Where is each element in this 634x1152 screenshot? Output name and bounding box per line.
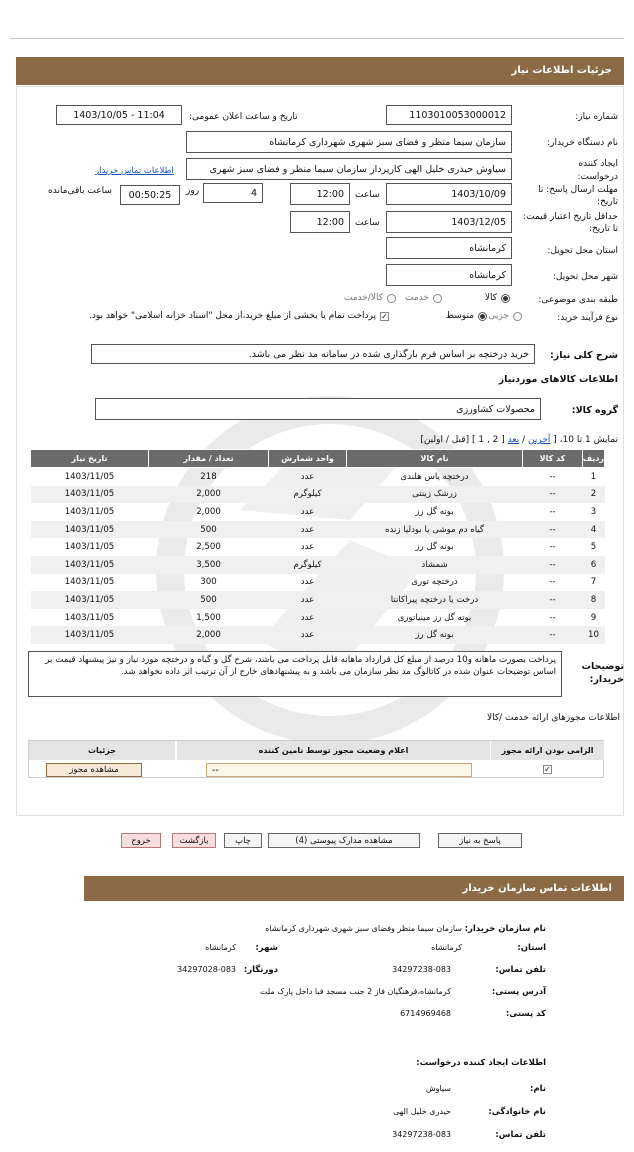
table-cell: عدد bbox=[300, 471, 315, 482]
creator-name-label: نام: bbox=[529, 1084, 546, 1094]
table-cell: 5 bbox=[590, 542, 597, 553]
contact-postal-value: 6714969468 bbox=[400, 1009, 451, 1018]
table-cell: -- bbox=[549, 577, 556, 588]
table-cell: 1403/11/05 bbox=[64, 506, 115, 517]
contact-phone-value: 34297238-083 bbox=[392, 965, 451, 974]
table-cell: بوته گل رز مینیاتوری bbox=[397, 612, 472, 623]
table-row[interactable] bbox=[31, 626, 605, 644]
deadline-label: مهلت ارسال پاسخ: تا تاریخ: bbox=[538, 185, 618, 207]
table-cell: -- bbox=[549, 542, 556, 553]
table-cell: 1 bbox=[590, 471, 597, 482]
buyer-org-field: سازمان سیما منظر و فضای سبز شهری شهرداری کرمانشاه bbox=[186, 131, 512, 153]
table-cell: درختچه یاس هلندی bbox=[400, 471, 469, 482]
table-cell: بوته گل رز bbox=[415, 542, 454, 553]
table-cell: 9 bbox=[590, 612, 597, 623]
goods-heading: اطلاعات کالاهای موردنیاز bbox=[498, 374, 618, 385]
table-row[interactable] bbox=[31, 556, 605, 574]
table-cell: گیاه دم موشی یا بودلیا زنده bbox=[347, 521, 523, 539]
table-cell: 1403/11/05 bbox=[31, 486, 149, 504]
radio-minor-label: جزیی bbox=[488, 311, 509, 321]
validity-time-field: 12:00 bbox=[290, 211, 350, 233]
process-option-medium[interactable] bbox=[446, 311, 487, 321]
pager: نمایش 1 تا 10، [ آخرین / بعد [ 2 , 1 ] [قبل / اولین] bbox=[420, 435, 618, 445]
table-cell: 500 bbox=[149, 591, 269, 609]
buyer-notes-field: پرداخت بصورت ماهانه و10 درصد از مبلغ کل قرارداد ماهانه قابل پرداخت می باشد، شرح گل و گیاه و درختچه مورد نیاز و نیز پیشنهاد قیمت بر اساس توضیحات عنوان شده در کاتالوگ مد نظر سازمان می باشد و به پیشنهادهای خارج از آن ترتیب اثر داده نخواهد شد. bbox=[28, 651, 562, 697]
permits-table bbox=[28, 740, 604, 778]
table-cell: 2,000 bbox=[149, 626, 269, 644]
goods-table-body bbox=[31, 468, 605, 644]
radio-goods[interactable] bbox=[501, 294, 510, 303]
permit-status-field[interactable]: -- bbox=[206, 763, 472, 777]
buyer-notes-label: توضیحات خریدار: bbox=[581, 661, 624, 685]
validity-label: حداقل تاریخ اعتبار قیمت: تا تاریخ: bbox=[523, 212, 618, 234]
radio-minor[interactable] bbox=[513, 312, 522, 321]
table-row[interactable] bbox=[31, 486, 605, 504]
table-cell: -- bbox=[523, 626, 583, 644]
table-cell: 1403/11/05 bbox=[64, 542, 115, 553]
creator-name-value: سیاوش bbox=[425, 1084, 451, 1093]
goods-col-header: تاریخ نیاز bbox=[31, 450, 149, 468]
creator-family-label: نام خانوادگی: bbox=[488, 1107, 546, 1117]
goods-table bbox=[30, 449, 605, 644]
pager-next-link[interactable]: بعد bbox=[507, 435, 520, 445]
validity-date-field: 1403/12/05 bbox=[386, 211, 512, 233]
province-field: کرمانشاه bbox=[386, 237, 512, 259]
table-cell: شمشاد bbox=[347, 556, 523, 574]
table-cell: -- bbox=[523, 486, 583, 504]
table-cell: 6 bbox=[583, 556, 605, 574]
table-row[interactable] bbox=[31, 609, 605, 627]
summary-label: شرح کلی نیاز: bbox=[549, 350, 618, 361]
table-cell: 300 bbox=[200, 577, 217, 588]
table-cell: 1,500 bbox=[196, 612, 221, 623]
category-option-goods[interactable] bbox=[485, 293, 510, 303]
pager-last-link[interactable]: آخرین bbox=[528, 435, 551, 445]
radio-service[interactable] bbox=[433, 294, 442, 303]
pager-prev-first[interactable]: [قبل / اولین] bbox=[420, 435, 470, 445]
contact-province-value: کرمانشاه bbox=[431, 943, 462, 952]
table-cell: عدد bbox=[300, 542, 315, 553]
goods-col-header: تعداد / مقدار bbox=[149, 450, 269, 468]
contact-org-label: نام سازمان خریدار: bbox=[464, 924, 546, 934]
creator-phone-label: تلفن تماس: bbox=[495, 1130, 546, 1140]
radio-medium-label: متوسط bbox=[445, 311, 474, 321]
category-label: طبقه بندی موضوعی: bbox=[538, 295, 618, 305]
table-cell: 7 bbox=[590, 577, 597, 588]
table-row[interactable] bbox=[31, 591, 605, 609]
summary-field: خرید درختچه بر اساس فرم بارگذاری شده در سامانه مد نظر می باشد. bbox=[91, 344, 535, 364]
contact-address-label: آدرس پستی: bbox=[491, 987, 546, 997]
print-button[interactable]: چاپ bbox=[224, 833, 262, 848]
table-cell: 10 bbox=[583, 626, 605, 644]
table-cell: -- bbox=[523, 591, 583, 609]
permits-col-required: الزامی بودن ارائه مجوز bbox=[490, 741, 604, 760]
table-row[interactable] bbox=[31, 538, 605, 556]
back-button[interactable]: بازگشت bbox=[172, 833, 216, 848]
reply-button[interactable]: پاسخ به نیاز bbox=[438, 833, 522, 848]
creator-label: ایجاد کننده درخواست: bbox=[577, 159, 618, 182]
days-label: روز bbox=[186, 186, 200, 196]
table-cell: درخت یا درختچه پیراکانتا bbox=[347, 591, 523, 609]
table-row[interactable] bbox=[31, 574, 605, 592]
city-label: شهر محل تحویل: bbox=[552, 272, 618, 282]
contact-postal-label: کد پستی: bbox=[505, 1009, 546, 1019]
deadline-time-field: 12:00 bbox=[290, 183, 350, 205]
table-cell: 500 bbox=[149, 521, 269, 539]
table-cell: 2,000 bbox=[149, 486, 269, 504]
goods-col-header: ردیف bbox=[583, 450, 605, 468]
contact-fax-value: 34297028-083 bbox=[177, 965, 236, 974]
category-option-service[interactable] bbox=[405, 293, 442, 303]
table-cell: -- bbox=[549, 506, 556, 517]
treasury-payment-option[interactable] bbox=[89, 311, 389, 321]
top-divider bbox=[10, 38, 624, 39]
table-row[interactable] bbox=[31, 521, 605, 539]
creator-phone-value: 34297238-083 bbox=[392, 1130, 451, 1139]
table-cell: عدد bbox=[269, 591, 347, 609]
goods-group-field: محصولات کشاورزی bbox=[95, 398, 541, 420]
table-row[interactable] bbox=[31, 468, 605, 486]
goods-table-header bbox=[31, 450, 605, 468]
goods-col-header: کد کالا bbox=[523, 450, 583, 468]
table-cell: درختچه توری bbox=[411, 577, 458, 588]
table-cell: 218 bbox=[200, 471, 217, 482]
announce-field: 1403/10/05 - 11:04 bbox=[56, 105, 182, 125]
table-cell: بوته گل رز bbox=[415, 506, 454, 517]
goods-col-header: نام کالا bbox=[347, 450, 523, 468]
contact-fax-label: دورنگار: bbox=[243, 965, 278, 975]
creator-info-heading: اطلاعات ایجاد کننده درخواست: bbox=[416, 1058, 546, 1068]
treasury-checkbox[interactable]: ✓ bbox=[381, 311, 388, 321]
permit-required-checkbox: ✓ bbox=[544, 765, 551, 774]
contact-city-value: کرمانشاه bbox=[205, 943, 236, 952]
process-option-minor[interactable] bbox=[488, 311, 522, 321]
radio-goods-service[interactable] bbox=[387, 294, 396, 303]
radio-goods-label: کالا bbox=[484, 293, 497, 303]
table-cell: 3 bbox=[590, 506, 597, 517]
contact-phone-label: تلفن تماس: bbox=[495, 965, 546, 975]
table-cell: 1403/11/05 bbox=[31, 521, 149, 539]
contact-address-value: کرمانشاه،فرهنگیان فاز 2 جنب مسجد قبا داخل پارک ملت bbox=[259, 987, 451, 996]
table-cell: بوته گل رز bbox=[347, 626, 523, 644]
table-cell: عدد bbox=[300, 577, 315, 588]
contact-province-label: استان: bbox=[517, 943, 546, 953]
pager-range: نمایش 1 تا 10، [ bbox=[553, 435, 618, 445]
creator-family-value: حیدری خلیل الهی bbox=[393, 1107, 451, 1116]
treasury-note: پرداخت تمام یا بخشی از مبلغ خرید،از محل "اسناد خزانه اسلامی" خواهد بود. bbox=[88, 311, 376, 321]
table-cell: -- bbox=[549, 471, 556, 482]
table-cell: -- bbox=[523, 556, 583, 574]
remaining-label: ساعت باقی‌مانده bbox=[48, 186, 112, 196]
process-label: نوع فرآیند خرید: bbox=[557, 313, 618, 323]
table-cell: عدد bbox=[269, 521, 347, 539]
table-cell: -- bbox=[523, 521, 583, 539]
category-option-goods-service[interactable] bbox=[344, 293, 396, 303]
contact-city-label: شهر: bbox=[255, 943, 278, 953]
city-field: کرمانشاه bbox=[386, 264, 512, 286]
deadline-time-label: ساعت bbox=[355, 190, 380, 200]
deadline-date-field: 1403/10/09 bbox=[386, 183, 512, 205]
table-cell: 1403/11/05 bbox=[31, 626, 149, 644]
table-cell: عدد bbox=[300, 506, 315, 517]
need-number-field: 1103010053000012 bbox=[386, 105, 512, 125]
table-row[interactable] bbox=[31, 503, 605, 521]
announce-label: تاریخ و ساعت اعلان عمومی: bbox=[189, 112, 298, 122]
buyer-org-label: نام دستگاه خریدار: bbox=[547, 138, 618, 148]
contact-heading: اطلاعات تماس سازمان خریدار bbox=[84, 876, 624, 901]
table-cell: 4 bbox=[583, 521, 605, 539]
province-label: استان محل تحویل: bbox=[547, 246, 618, 256]
table-cell: 2,000 bbox=[196, 506, 221, 517]
pager-pages[interactable]: [ 2 , 1 ] bbox=[471, 435, 505, 445]
creator-field: سیاوش حیدری خلیل الهی کارپرداز سازمان سیما منظر و فضای سبز شهری bbox=[186, 158, 512, 180]
table-cell: 1403/11/05 bbox=[64, 577, 115, 588]
remaining-field: 00:50:25 bbox=[120, 185, 180, 205]
table-cell: عدد bbox=[300, 612, 315, 623]
view-permit-button[interactable]: مشاهده مجوز bbox=[46, 763, 142, 777]
table-cell: 8 bbox=[583, 591, 605, 609]
permits-heading: اطلاعات مجوزهای ارائه خدمت /کالا bbox=[486, 713, 620, 723]
page-title: جزئیات اطلاعات نیاز bbox=[16, 57, 624, 85]
validity-time-label: ساعت bbox=[355, 218, 380, 228]
table-cell: کیلوگرم bbox=[269, 486, 347, 504]
permits-col-details: جزئیات bbox=[29, 741, 175, 760]
table-cell: -- bbox=[549, 612, 556, 623]
table-cell: زرشک زینتی bbox=[347, 486, 523, 504]
table-cell: کیلوگرم bbox=[269, 556, 347, 574]
table-cell: 2,500 bbox=[196, 542, 221, 553]
table-cell: 2 bbox=[583, 486, 605, 504]
permits-col-status: اعلام وضعیت مجوز توسط نامین کننده bbox=[176, 741, 490, 760]
radio-medium[interactable] bbox=[478, 312, 487, 321]
days-field: 4 bbox=[203, 183, 263, 203]
table-cell: عدد bbox=[269, 626, 347, 644]
table-cell: 1403/11/05 bbox=[31, 591, 149, 609]
table-cell: 3,500 bbox=[149, 556, 269, 574]
goods-group-label: گروه کالا: bbox=[571, 405, 618, 416]
table-cell: 1403/11/05 bbox=[31, 556, 149, 574]
attachments-button[interactable]: مشاهده مدارک پیوستی (4) bbox=[268, 833, 420, 848]
radio-service-label: خدمت bbox=[405, 293, 429, 303]
table-cell: 1403/11/05 bbox=[64, 471, 115, 482]
exit-button[interactable]: خروج bbox=[121, 833, 161, 848]
table-cell: 1403/11/05 bbox=[64, 612, 115, 623]
need-number-label: شماره نیاز: bbox=[575, 112, 618, 122]
buyer-contact-link[interactable]: اطلاعات تماس خریدار bbox=[95, 166, 174, 176]
contact-org-value: سازمان سیما منظر وفضای سبز شهری شهرداری کرمانشاه bbox=[265, 924, 462, 933]
radio-goods-service-label: کالا/خدمت bbox=[343, 293, 383, 303]
goods-col-header: واحد شمارش bbox=[269, 450, 347, 468]
